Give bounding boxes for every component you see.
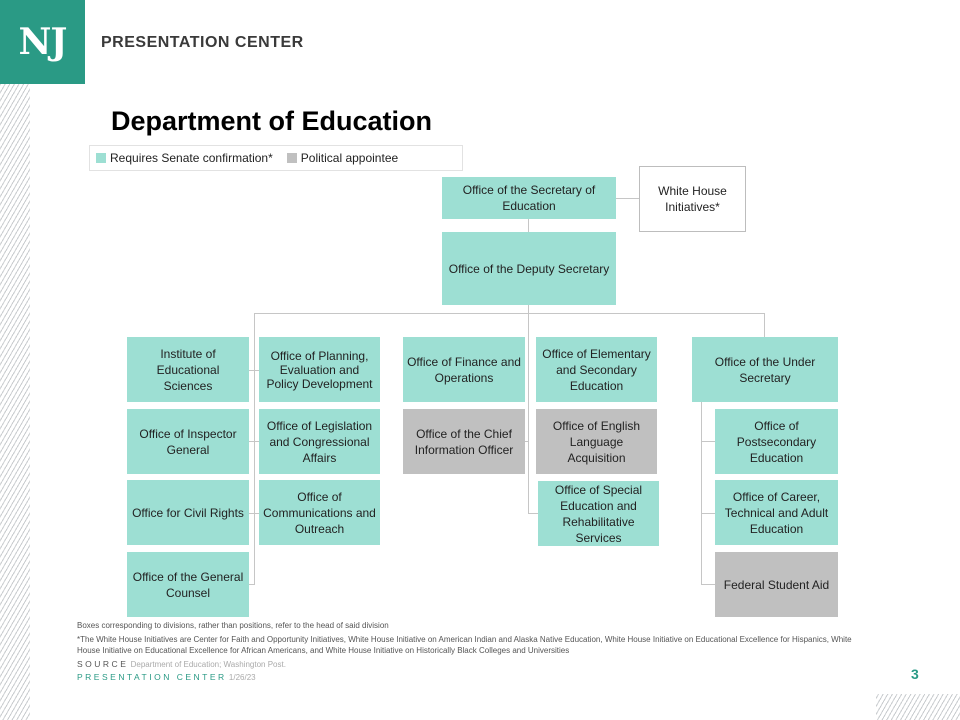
decorative-hatch-left [0,84,30,720]
box-white-house-initiatives: White House Initiatives* [639,166,746,232]
date-text: 1/26/23 [228,673,256,682]
box-civil-rights: Office for Civil Rights [127,480,249,545]
nj-logo: NJ [0,0,85,84]
box-federal-student-aid: Federal Student Aid [715,552,838,617]
connector-line [701,402,702,584]
connector-line [528,513,538,514]
legend-swatch-teal [96,153,106,163]
box-career-technical: Office of Career, Technical and Adult Education [715,480,838,545]
page-number: 3 [911,666,919,682]
footnote-white-house: *The White House Initiatives are Center for Faith and Opportunity Initiatives, White House Initiative on American Indian and Alaska Native Education, White House Initiative on Educational Excellence for Hispanics, White House Initiative on Educational Excellence for African Americans, and White House Initiative on Historically Black Colleges and Universities [77,635,852,655]
box-general-counsel: Office of the General Counsel [127,552,249,617]
legend-label-senate: Requires Senate confirmation* [110,151,273,165]
connector-line [249,370,259,371]
box-postsecondary: Office of Postsecondary Education [715,409,838,474]
legend [89,145,463,171]
box-legislation: Office of Legislation and Congressional Affairs [259,409,380,474]
box-english-language: Office of English Language Acquisition [536,409,657,474]
connector-line [254,313,765,314]
source-text: Department of Education; Washington Post. [130,660,286,669]
connector-line [764,313,765,337]
box-inspector-general: Office of Inspector General [127,409,249,474]
legend-label-political: Political appointee [300,151,399,165]
page-title: Department of Education [111,106,433,136]
source-line [77,659,867,671]
legend-item-political [281,151,398,165]
brand-name: PRESENTATION CENTER [101,34,304,51]
box-under-secretary: Office of the Under Secretary [692,337,838,402]
box-cio: Office of the Chief Information Officer [403,409,525,474]
presentation-center-label: PRESENTATION CENTER [77,672,227,682]
box-elementary-secondary: Office of Elementary and Secondary Education [536,337,657,402]
connector-line [701,513,715,514]
legend-swatch-gray [287,153,297,163]
box-finance: Office of Finance and Operations [403,337,525,402]
box-special-education: Office of Special Education and Rehabilitative Services [538,481,659,546]
box-deputy-secretary: Office of the Deputy Secretary [442,232,616,305]
box-communications: Office of Communications and Outreach [259,480,380,545]
legend-item-senate [90,151,273,165]
connector-line [528,219,529,232]
box-ies: Institute of Educational Sciences [127,337,249,402]
connector-line [701,584,715,585]
box-planning: Office of Planning, Evaluation and Policy Development [259,337,380,402]
connector-line [249,513,259,514]
center-line [77,672,867,684]
connector-line [525,441,529,442]
connector-line [249,584,255,585]
connector-line [616,198,640,199]
connector-line [701,441,715,442]
source-label: SOURCE [77,659,129,669]
box-secretary: Office of the Secretary of Education [442,177,616,219]
connector-line [528,305,529,513]
decorative-hatch-bottom-right [876,694,960,720]
connector-line [254,313,255,584]
connector-line [249,441,259,442]
footnote-divisions: Boxes corresponding to divisions, rather than positions, refer to the head of said division [77,621,389,630]
